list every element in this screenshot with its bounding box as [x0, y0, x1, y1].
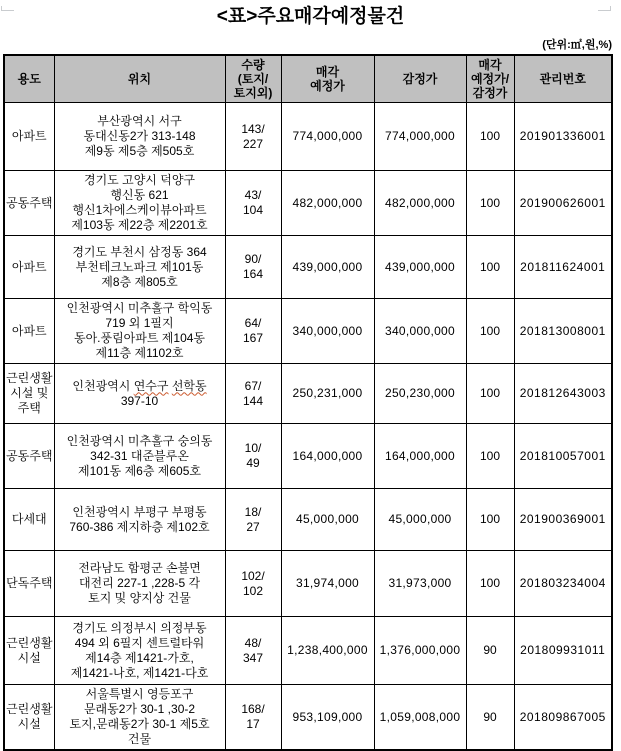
header-cell-usage: 용도	[4, 55, 54, 103]
table-row	[4, 551, 612, 617]
cell-usage: 근린생활 시설 및 주택	[4, 364, 54, 424]
cell-location: 경기도 부천시 삼정동 364 부천테크노파크 제101동 제8층 제805호	[54, 236, 225, 299]
cell-usage: 아파트	[4, 299, 54, 364]
cell-ratio: 100	[466, 171, 514, 236]
cell-appraisal: 45,000,000	[374, 489, 466, 551]
cell-appraisal: 164,000,000	[374, 424, 466, 489]
cell-usage: 아파트	[4, 236, 54, 299]
header-cell-quantity: 수량 (토지/ 토지외)	[225, 55, 281, 103]
cell-location: 인천광역시 미추홀구 숭의동 342-31 대준블루온 제101동 제6층 제605호	[54, 424, 225, 489]
cell-ratio: 100	[466, 551, 514, 617]
cell-mgmt-no: 201900369001	[514, 489, 612, 551]
cell-usage: 공동주택	[4, 171, 54, 236]
cell-quantity: 64/ 167	[225, 299, 281, 364]
cell-quantity: 67/ 144	[225, 364, 281, 424]
cell-appraisal: 250,230,000	[374, 364, 466, 424]
table-row	[4, 685, 612, 751]
cell-ratio: 90	[466, 617, 514, 685]
cell-quantity: 43/ 104	[225, 171, 281, 236]
cell-sale-price: 1,238,400,000	[281, 617, 374, 685]
cell-mgmt-no: 201813008001	[514, 299, 612, 364]
cell-usage: 단독주택	[4, 551, 54, 617]
cell-appraisal: 482,000,000	[374, 171, 466, 236]
cell-ratio: 100	[466, 236, 514, 299]
table-row	[4, 236, 612, 299]
cell-appraisal: 439,000,000	[374, 236, 466, 299]
cell-ratio: 100	[466, 299, 514, 364]
cell-sale-price: 164,000,000	[281, 424, 374, 489]
cell-location: 인천광역시 부평구 부평동 760-386 제지하층 제102호	[54, 489, 225, 551]
header-cell-ratio: 매각 예정가/ 감정가	[466, 55, 514, 103]
cell-mgmt-no: 201811624001	[514, 236, 612, 299]
cell-quantity: 90/ 164	[225, 236, 281, 299]
cell-quantity: 48/ 347	[225, 617, 281, 685]
cell-sale-price: 439,000,000	[281, 236, 374, 299]
cell-sale-price: 774,000,000	[281, 103, 374, 171]
cell-quantity: 102/ 102	[225, 551, 281, 617]
cell-ratio: 100	[466, 424, 514, 489]
table-header-row	[4, 55, 612, 103]
cell-sale-price: 45,000,000	[281, 489, 374, 551]
cell-sale-price: 250,231,000	[281, 364, 374, 424]
cell-usage: 공동주택	[4, 424, 54, 489]
table-row	[4, 617, 612, 685]
cell-usage: 아파트	[4, 103, 54, 171]
header-cell-sale-price: 매각 예정가	[281, 55, 374, 103]
cell-mgmt-no: 201810057001	[514, 424, 612, 489]
cell-appraisal: 1,376,000,000	[374, 617, 466, 685]
cell-location: 경기도 의정부시 의정부동 494 외 6필지 센트럴타워 제14층 제1421-가호, 제1421-나호, 제1421-다호	[54, 617, 225, 685]
cell-quantity: 10/ 49	[225, 424, 281, 489]
cell-ratio: 100	[466, 103, 514, 171]
page-title: <표>주요매각예정물건	[216, 6, 405, 27]
table-row	[4, 171, 612, 236]
cell-quantity: 18/ 27	[225, 489, 281, 551]
cell-location: 전라남도 함평군 손불면 대전리 227-1 ,228-5 각 토지 및 양지상 건물	[54, 551, 225, 617]
document-page	[0, 6, 621, 747]
header-cell-mgmt-no: 관리번호	[514, 55, 612, 103]
misspelled-word: 선학동	[171, 378, 207, 393]
unit-note: (단위:㎡,원,%)	[542, 39, 612, 51]
cell-ratio: 100	[466, 364, 514, 424]
cell-ratio: 100	[466, 489, 514, 551]
crop-artifact-top-right	[598, 6, 611, 11]
cell-usage: 근린생활 시설	[4, 617, 54, 685]
cell-appraisal: 1,059,008,000	[374, 685, 466, 751]
cell-quantity: 143/ 227	[225, 103, 281, 171]
cell-location: 경기도 고양시 덕양구 행신동 621 행신1차에스케이뷰아파트 제103동 제22층 제2201호	[54, 171, 225, 236]
cell-ratio: 90	[466, 685, 514, 751]
table-row	[4, 364, 612, 424]
cell-appraisal: 774,000,000	[374, 103, 466, 171]
header-cell-appraisal: 감정가	[374, 55, 466, 103]
cell-appraisal: 340,000,000	[374, 299, 466, 364]
cell-sale-price: 31,974,000	[281, 551, 374, 617]
cell-location: 인천광역시 미추홀구 학익동 719 외 1필지 동아.풍림아파트 제104동 제11층 제1102호	[54, 299, 225, 364]
cell-sale-price: 340,000,000	[281, 299, 374, 364]
cell-quantity: 168/ 17	[225, 685, 281, 751]
misspelled-word: 연수구	[133, 378, 169, 393]
cell-mgmt-no: 201812643003	[514, 364, 612, 424]
cell-mgmt-no: 201900626001	[514, 171, 612, 236]
cell-mgmt-no: 201901336001	[514, 103, 612, 171]
table-header	[4, 55, 612, 103]
cell-usage: 근린생활 시설	[4, 685, 54, 751]
cell-location: 인천광역시 연수구 선학동 397-10	[54, 364, 225, 424]
property-sale-table	[3, 54, 613, 751]
cell-mgmt-no: 201809931011	[514, 617, 612, 685]
table-row	[4, 299, 612, 364]
cell-location: 부산광역시 서구 동대신동2가 313-148 제9동 제5층 제505호	[54, 103, 225, 171]
table-body	[4, 103, 612, 751]
cell-sale-price: 482,000,000	[281, 171, 374, 236]
cell-appraisal: 31,973,000	[374, 551, 466, 617]
cell-location: 서울특별시 영등포구 문래동2가 30-1 ,30-2 토지,문래동2가 30-1 제5호 건물	[54, 685, 225, 751]
table-row	[4, 489, 612, 551]
table-row	[4, 424, 612, 489]
header-cell-location: 위치	[54, 55, 225, 103]
table-row	[4, 103, 612, 171]
crop-artifact-top-left	[1, 6, 14, 11]
cell-mgmt-no: 201803234004	[514, 551, 612, 617]
cell-usage: 다세대	[4, 489, 54, 551]
cell-sale-price: 953,109,000	[281, 685, 374, 751]
cell-mgmt-no: 201809867005	[514, 685, 612, 751]
